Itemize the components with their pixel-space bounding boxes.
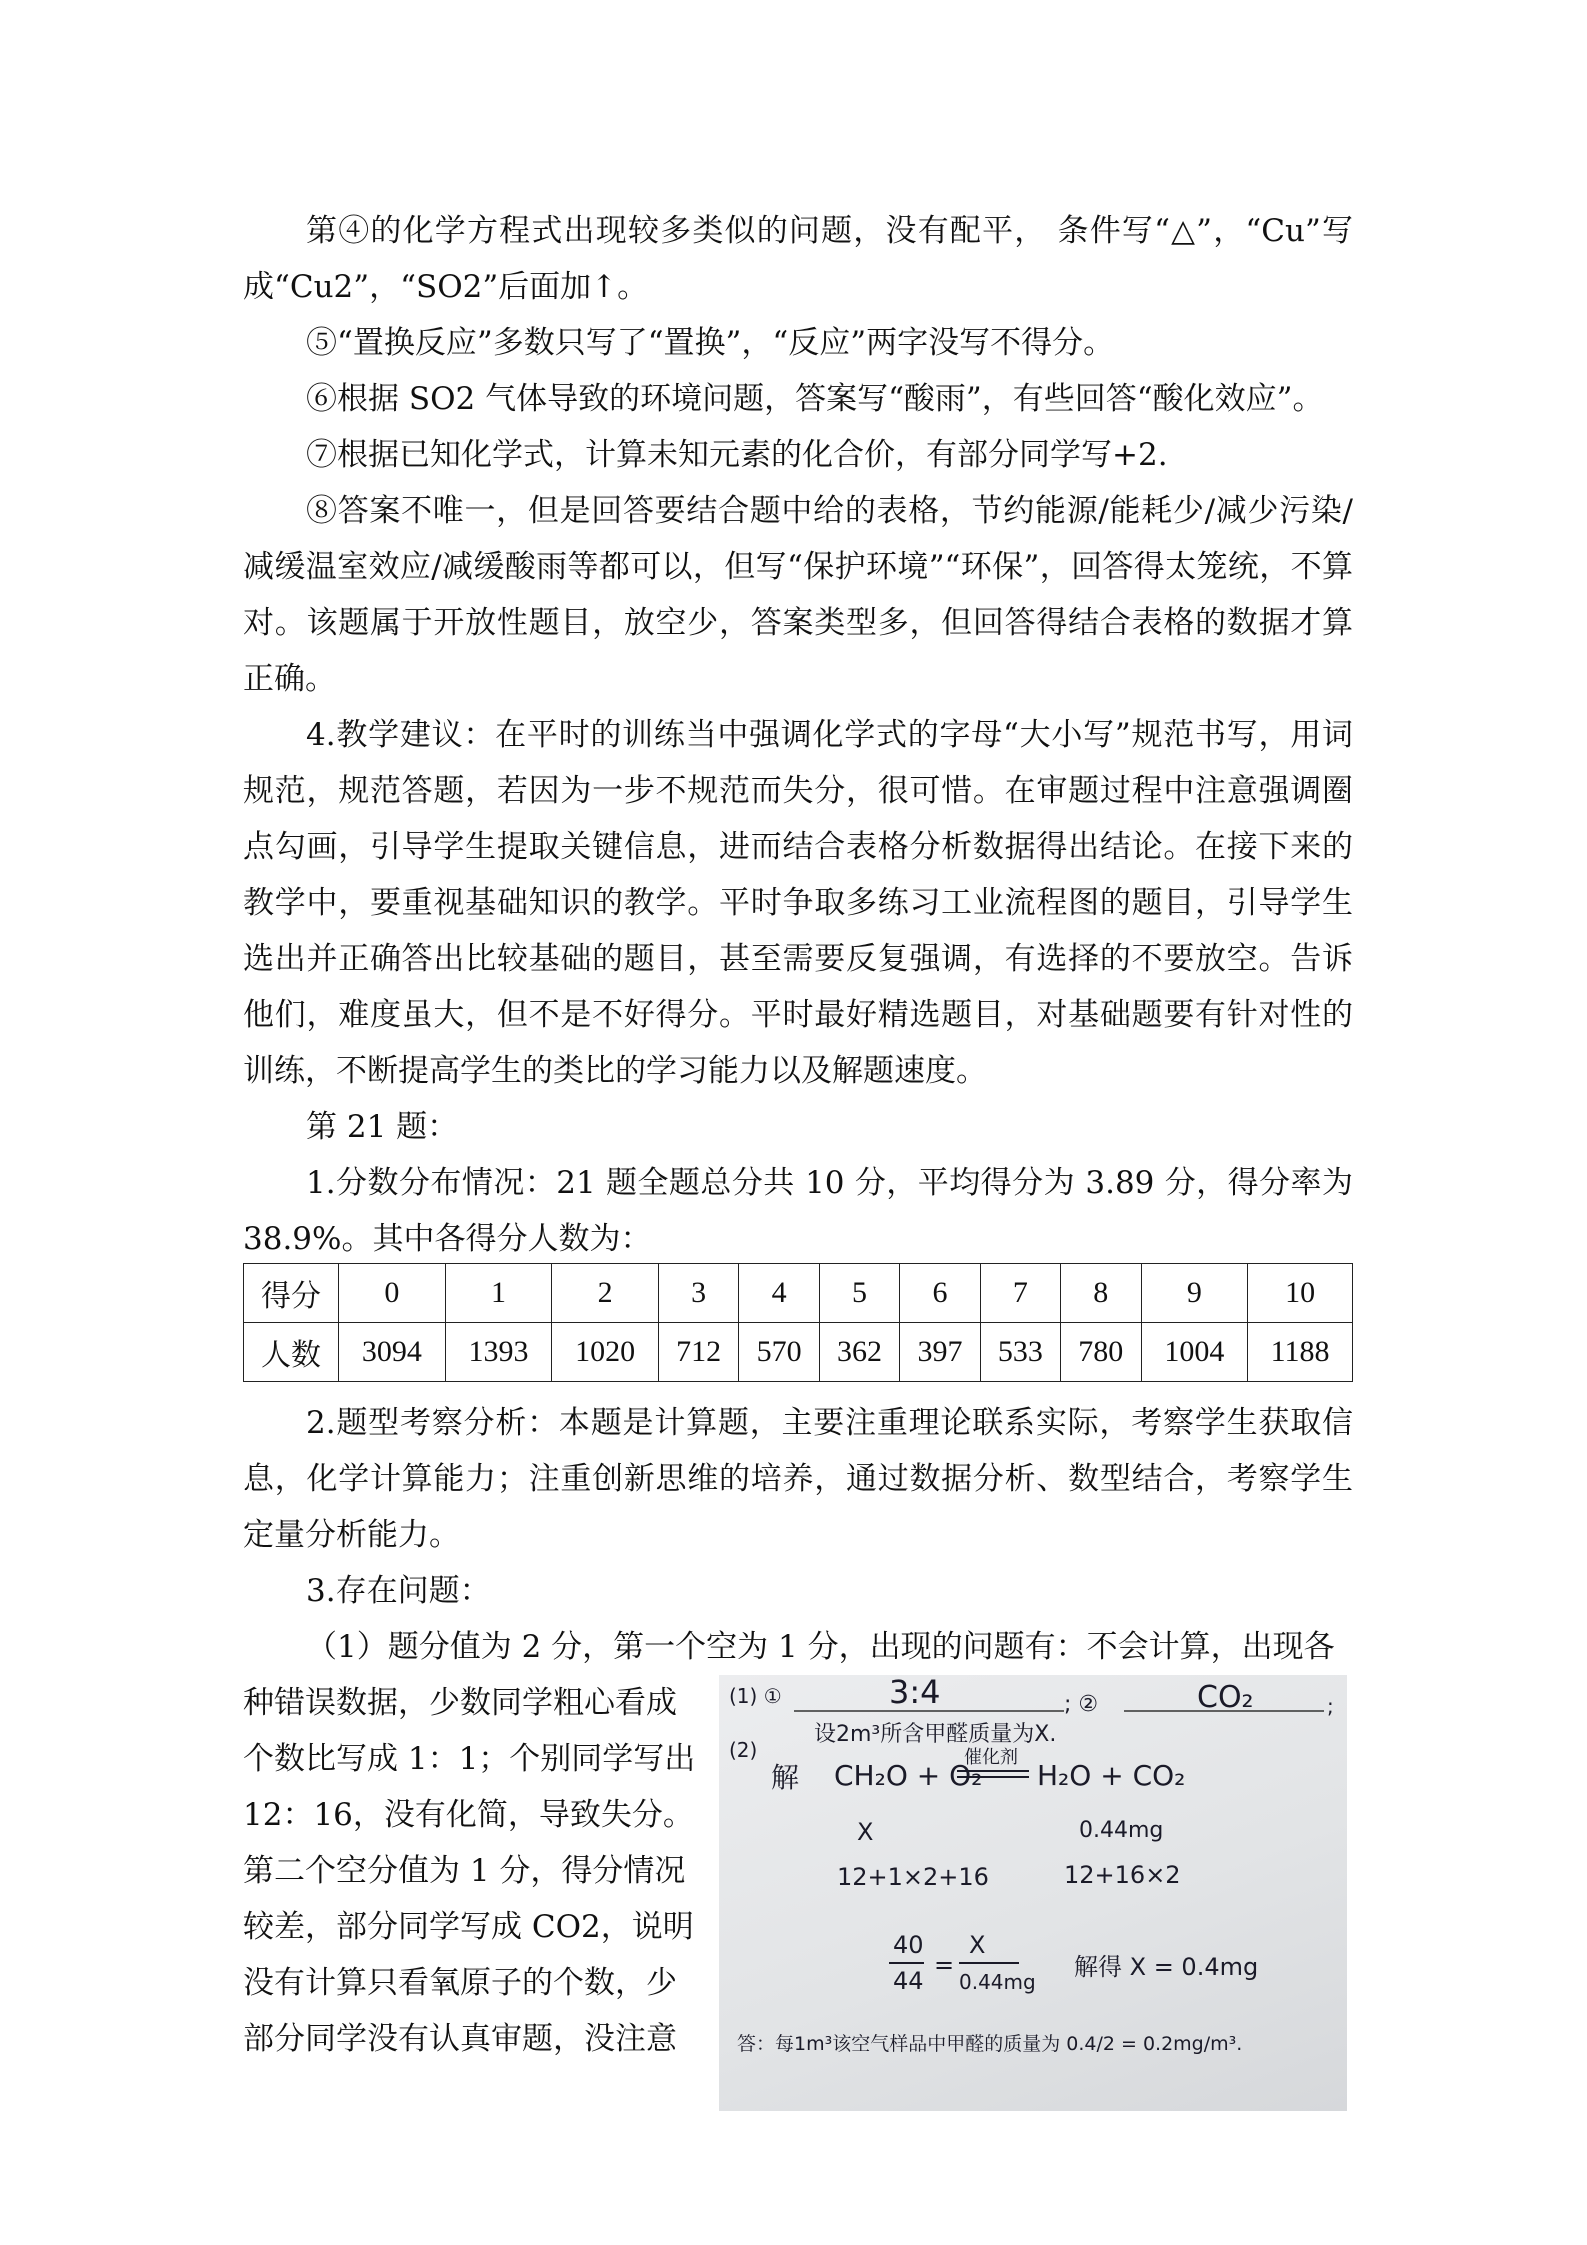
molar-mass-left: 12+1×2+16 xyxy=(837,1863,989,1891)
q1-label: (1) ① xyxy=(729,1684,782,1708)
paragraph-problem-1-first-line: （1）题分值为 2 分，第一个空为 1 分，出现的问题有：不会计算，出现各 xyxy=(306,1629,1335,1665)
score-distribution-table xyxy=(243,1263,1353,1382)
question-21-heading: 第 21 题： xyxy=(306,1109,459,1145)
table-cell: 712 xyxy=(658,1323,738,1382)
table-cell: 10 xyxy=(1248,1264,1353,1323)
ratio-denominator-a: 44 xyxy=(893,1967,924,1995)
text-line: 个数比写成 1：1；个别同学写出 xyxy=(243,1741,696,1777)
given-mass: 0.44mg xyxy=(1079,1818,1164,1843)
paragraph-problems-heading: 3.存在问题： xyxy=(306,1573,491,1609)
student-answer-photo xyxy=(719,1675,1347,2111)
table-cell: 1 xyxy=(445,1264,552,1323)
table-cell: 8 xyxy=(1061,1264,1141,1323)
table-row-scores xyxy=(244,1264,1353,1323)
table-cell: 0 xyxy=(339,1264,446,1323)
table-cell: 780 xyxy=(1061,1323,1141,1382)
table-cell: 4 xyxy=(739,1264,819,1323)
unknown-x: X xyxy=(857,1818,874,1846)
table-header-cell: 人数 xyxy=(244,1323,339,1382)
ratio-numerator-b: X xyxy=(969,1931,986,1959)
text-line: 12：16，没有化简，导致失分。 xyxy=(243,1797,694,1833)
text-line: 第二个空分值为 1 分，得分情况 xyxy=(243,1853,686,1889)
text-line: 部分同学没有认真审题，没注意 xyxy=(243,2021,677,2057)
result-line: 解得 X = 0.4mg xyxy=(1074,1953,1259,1981)
q2-label: (2) xyxy=(729,1738,758,1762)
paragraph-open-answer: ⑧答案不唯一，但是回答要结合题中给的表格，节约能源/能耗少/减少污染/减缓温室效应/减缓酸雨等都可以，但写“保护环境”“环保”，回答得太笼统，不算对。该题属于开放性题目，放空少，答案类型多，但回答得结合表格的数据才算正确。 xyxy=(243,493,1353,697)
ratio-numerator-a: 40 xyxy=(893,1931,924,1959)
table-cell: 397 xyxy=(900,1323,980,1382)
end-semicolon: ; xyxy=(1327,1694,1334,1718)
table-cell: 1020 xyxy=(552,1323,659,1382)
table-cell: 5 xyxy=(819,1264,899,1323)
paragraph-question-analysis: 2.题型考察分析：本题是计算题，主要注重理论联系实际，考察学生获取信息，化学计算能力；注重创新思维的培养，通过数据分析、数型结合，考察学生定量分析能力。 xyxy=(243,1405,1353,1553)
text-line: 没有计算只看氧原子的个数，少 xyxy=(243,1965,677,2001)
table-cell: 1004 xyxy=(1141,1323,1248,1382)
products: H₂O + CO₂ xyxy=(1037,1759,1186,1792)
text-line: 种错误数据，少数同学粗心看成 xyxy=(243,1685,677,1721)
table-cell: 2 xyxy=(552,1264,659,1323)
svg-text:=: = xyxy=(934,1951,955,1979)
q2-answer: CO₂ xyxy=(1197,1680,1254,1715)
table-cell: 1393 xyxy=(445,1323,552,1382)
catalyst-label: 催化剂 xyxy=(964,1747,1018,1768)
final-answer: 答：每1m³该空气样品中甲醛的质量为 0.4/2 = 0.2mg/m³. xyxy=(737,2033,1243,2055)
table-cell: 7 xyxy=(980,1264,1060,1323)
paragraph-replacement-reaction: ⑤“置换反应”多数只写了“置换”，“反应”两字没写不得分。 xyxy=(306,325,1115,361)
table-cell: 362 xyxy=(819,1323,899,1382)
q1-separator: ; ② xyxy=(1064,1692,1099,1717)
table-cell: 3094 xyxy=(339,1323,446,1382)
table-cell: 570 xyxy=(739,1323,819,1382)
table-cell: 9 xyxy=(1141,1264,1248,1323)
paragraph-teaching-advice: 4.教学建议：在平时的训练当中强调化学式的字母“大小写”规范书写，用词规范，规范答题，若因为一步不规范而失分，很可惜。在审题过程中注意强调圈点勾画，引导学生提取关键信息，进而结合表格分析数据得出结论。在接下来的教学中，要重视基础知识的教学。平时争取多练习工业流程图的题目，引导学生选出并正确答出比较基础的题目，甚至需要反复强调，有选择的不要放空。告诉他们，难度虽大，但不是不好得分。平时最好精选题目，对基础题要有针对性的训练，不断提高学生的类比的学习能力以及解题速度。 xyxy=(243,717,1353,1089)
paragraph-valence: ⑦根据已知化学式，计算未知元素的化合价，有部分同学写+2. xyxy=(306,437,1168,473)
table-cell: 6 xyxy=(900,1264,980,1323)
solve-label: 解 xyxy=(771,1761,800,1794)
molar-mass-right: 12+16×2 xyxy=(1064,1861,1181,1889)
table-cell: 3 xyxy=(658,1264,738,1323)
table-row-counts xyxy=(244,1323,1353,1382)
q1-answer: 3:4 xyxy=(889,1675,941,1711)
paragraph-acid-rain: ⑥根据 SO2 气体导致的环境问题，答案写“酸雨”，有些回答“酸化效应”。 xyxy=(306,381,1324,417)
table-cell: 1188 xyxy=(1248,1323,1353,1382)
ratio-denominator-b: 0.44mg xyxy=(959,1970,1036,1994)
text-line: 较差，部分同学写成 CO2，说明 xyxy=(243,1909,694,1945)
table-header-cell: 得分 xyxy=(244,1264,339,1323)
setup-line: 设2m³所含甲醛质量为X. xyxy=(814,1722,1057,1747)
table-cell: 533 xyxy=(980,1323,1060,1382)
paragraph-score-distribution: 1.分数分布情况：21 题全题总分共 10 分，平均得分为 3.89 分，得分率为38.9%。其中各得分人数为： xyxy=(243,1165,1353,1257)
paragraph-equation-issues: 第④的化学方程式出现较多类似的问题，没有配平， 条件写“△”，“Cu”写成“Cu2”，“SO2”后面加↑。 xyxy=(243,213,1353,305)
reactants: CH₂O + O₂ xyxy=(834,1759,983,1792)
